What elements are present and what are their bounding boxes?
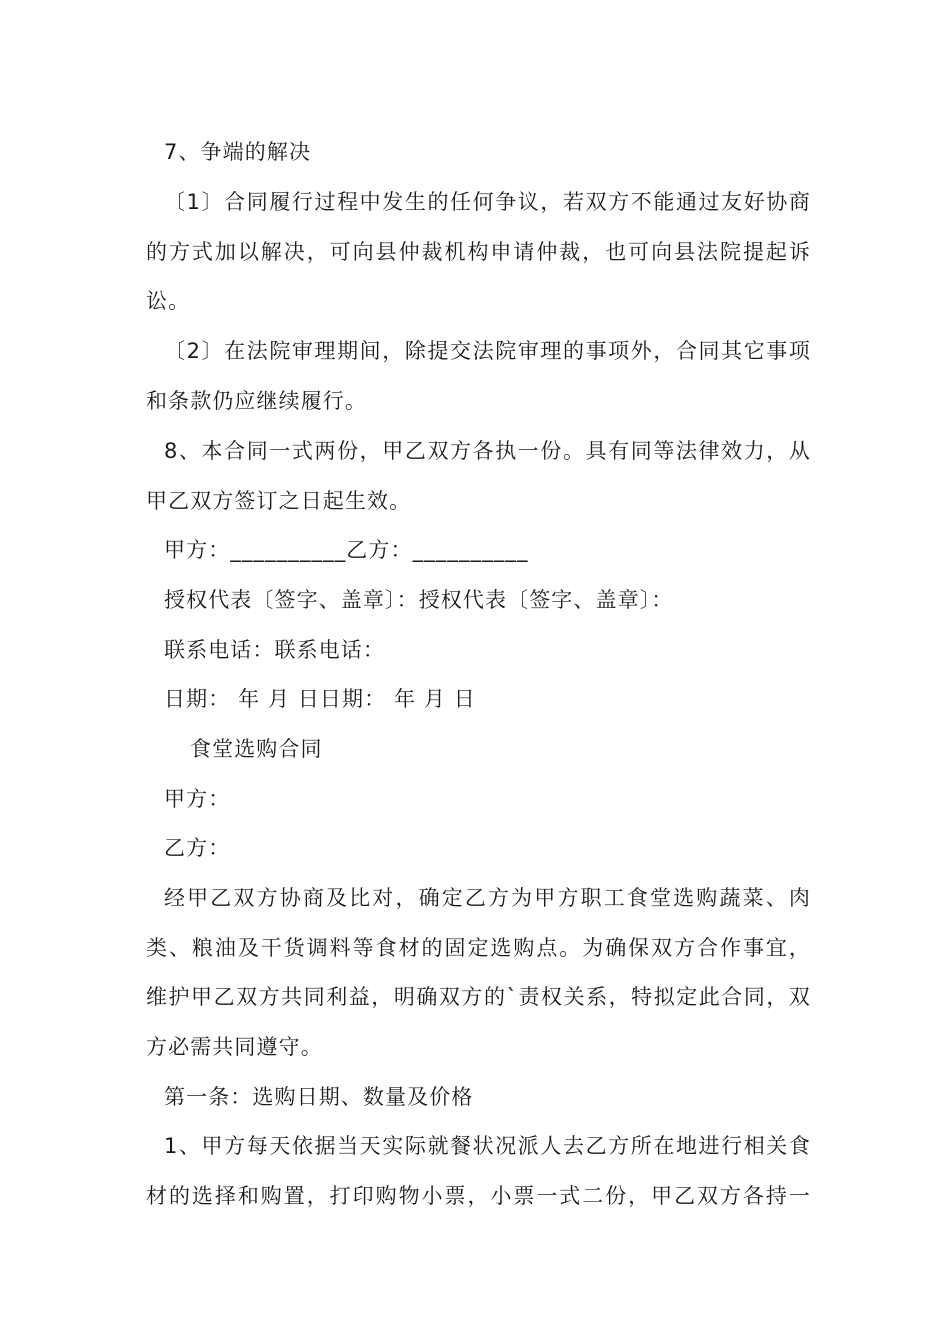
section-heading-dispute: 7、争端的解决 xyxy=(164,140,312,164)
signature-party-line: 甲方：__________乙方：__________ xyxy=(164,538,529,562)
text-line: 维护甲乙双方共同利益，明确双方的`责权关系，特拟定此合同，双 xyxy=(146,985,811,1009)
text-line: 讼。 xyxy=(146,289,191,313)
signature-representative-line: 授权代表〔签字、盖章〕：授权代表〔签字、盖章〕： xyxy=(164,588,674,612)
text-line: 8、本合同一式两份，甲乙双方各执一份。具有同等法律效力，从 xyxy=(164,439,811,463)
text-line: 和条款仍应继续履行。 xyxy=(146,389,367,413)
contact-phone-line: 联系电话：联系电话： xyxy=(164,638,385,662)
contract-title: 食堂选购合同 xyxy=(190,737,323,761)
text-line: 1、甲方每天依据当天实际就餐状况派人去乙方所在地进行相关食 xyxy=(164,1134,811,1158)
date-line: 日期： 年 月 日日期： 年 月 日 xyxy=(164,687,476,711)
text-line: 方必需共同遵守。 xyxy=(146,1035,323,1059)
party-b-line: 乙方： xyxy=(164,836,231,860)
text-line: 经甲乙双方协商及比对，确定乙方为甲方职工食堂选购蔬菜、肉 xyxy=(164,886,811,910)
text-line: 甲乙双方签订之日起生效。 xyxy=(146,489,412,513)
article-heading: 第一条：选购日期、数量及价格 xyxy=(164,1085,474,1109)
text-line: 类、粮油及干货调料等食材的固定选购点。为确保双方合作事宜， xyxy=(146,936,811,960)
text-line: 的方式加以解决，可向县仲裁机构申请仲裁，也可向县法院提起诉 xyxy=(146,240,811,264)
text-line: 〔2〕在法院审理期间，除提交法院审理的事项外，合同其它事项 xyxy=(164,339,811,363)
text-line: 〔1〕合同履行过程中发生的任何争议，若双方不能通过友好协商 xyxy=(164,190,811,214)
text-line: 材的选择和购置，打印购物小票，小票一式二份，甲乙双方各持一 xyxy=(146,1184,811,1208)
party-a-line: 甲方： xyxy=(164,787,231,811)
